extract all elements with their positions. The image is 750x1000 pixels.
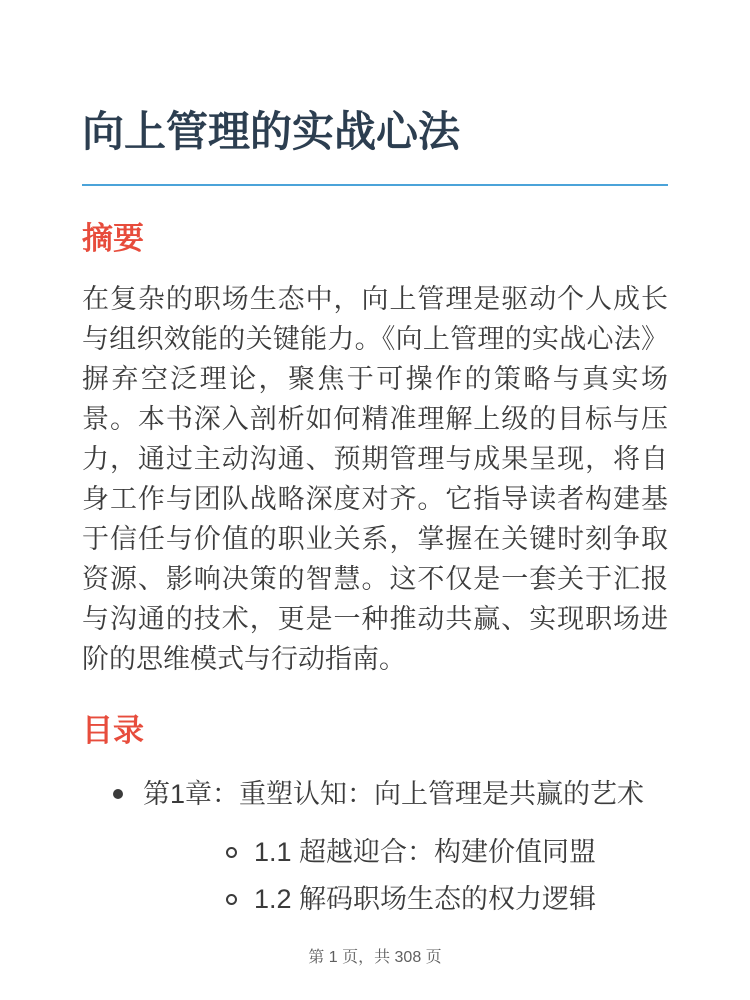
page-indicator: 第 1 页，共 308 页 [308,949,442,966]
abstract-heading: 摘要 [82,221,144,256]
toc-section-label: 1.2 解码职场生态的权力逻辑 [254,884,597,914]
toc-section-item [193,832,668,872]
toc-section-item [193,879,668,919]
toc-chapter-label: 第1章：重塑认知：向上管理是共赢的艺术 [143,779,645,809]
page-footer [0,948,750,967]
toc-section-label: 1.1 超越迎合：构建价值同盟 [254,837,597,867]
toc-heading: 目录 [82,713,144,748]
toc-list [82,774,668,919]
bullet-disc-icon [113,789,123,799]
toc-chapter-item [82,774,668,919]
bullet-circle-icon [226,847,237,858]
abstract-paragraph: 在复杂的职场生态中，向上管理是驱动个人成长与组织效能的关键能力。《向上管理的实战心法》摒弃空泛理论，聚焦于可操作的策略与真实场景。本书深入剖析如何精准理解上级的目标与压力，通过主动沟通、预期管理与成果呈现，将自身工作与团队战略深度对齐。它指导读者构建基于信任与价值的职业关系，掌握在关键时刻争取资源、影响决策的智慧。这不仅是一套关于汇报与沟通的技术，更是一种推动共赢、实现职场进阶的思维模式与行动指南。 [82,284,668,674]
page-title: 向上管理的实战心法 [82,108,668,186]
bullet-circle-icon [226,894,237,905]
toc-sublist [193,832,668,919]
